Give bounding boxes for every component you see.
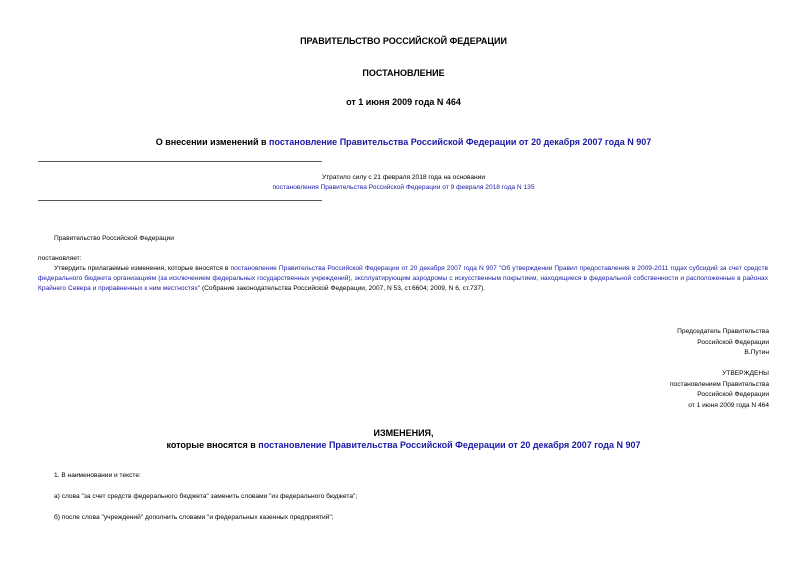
status-note: Утратило силу с 21 февраля 2018 года на основании [321,174,486,181]
approval-line-3: от 1 июня 2009 года N 464 [688,401,769,409]
approval-line-1: постановлением Правительства [669,380,769,388]
item-1b: б) после слова "учреждений" дополнить словами "и федеральных казенных предприятий"; [54,514,334,521]
signature-line-2: Российской Федерации [697,338,769,346]
signature-block [677,327,769,359]
status-note-link[interactable]: постановления Правительства Российской Федерации от 9 февраля 2018 года N 135 [272,184,535,191]
changes-subheading [0,440,807,450]
changes-heading: ИЗМЕНЕНИЯ, [373,428,434,438]
item-1a: а) слова "за счет средств федерального бюджета" заменить словами "из федерального бюджета"; [54,493,358,500]
resolves-word: постановляет: [38,255,82,262]
changes-subheading-link[interactable]: постановление Правительства Российской Федерации от 20 декабря 2007 года N 907 [258,440,641,450]
para-part-2: (Собрание законодательства Российской Федерации, 2007, N 53, ст.6604; 2009, N 6, ст.737). [200,285,486,292]
approval-line-2: Российской Федерации [697,391,769,398]
issuer-body: Правительство Российской Федерации [54,235,174,242]
para-link[interactable]: постановление Правительства Российской Федерации от 20 декабря 2007 года N 907 "Об утверждении Правил предоставления в 2009-2011 годах субсидий за счет средств федерального бюджета организациям (за исключением федеральных государственных учреждений), эксплуатирующим аэродромы с искусственным покрытием, находящиеся в федеральной собственности и расположенные в районах Крайнего Севера и приравненных к ним местностях" [38,265,768,292]
approval-block [670,369,769,411]
signature-line-1: Председатель Правительства [677,328,769,335]
main-paragraph [38,264,768,294]
issuer-heading: ПРАВИТЕЛЬСТВО РОССИЙСКОЙ ФЕДЕРАЦИИ [300,36,507,46]
divider-top [38,161,322,162]
item-1: 1. В наименовании и тексте: [54,472,141,479]
para-part-1: Утвердить прилагаемые изменения, которые вносятся в [54,265,231,272]
changes-subheading-prefix: которые вносятся в [166,440,259,450]
doc-title-link[interactable]: постановление Правительства Российской Федерации от 20 декабря 2007 года N 907 [269,137,652,147]
signature-name: В.Путин [744,349,769,356]
doc-date-heading: от 1 июня 2009 года N 464 [346,97,461,107]
doc-title-prefix: О внесении изменений в [155,137,270,147]
doc-title [0,137,807,147]
divider-bottom [38,200,322,201]
approval-title: УТВЕРЖДЕНЫ [722,370,769,377]
doc-type-heading: ПОСТАНОВЛЕНИЕ [362,68,445,78]
